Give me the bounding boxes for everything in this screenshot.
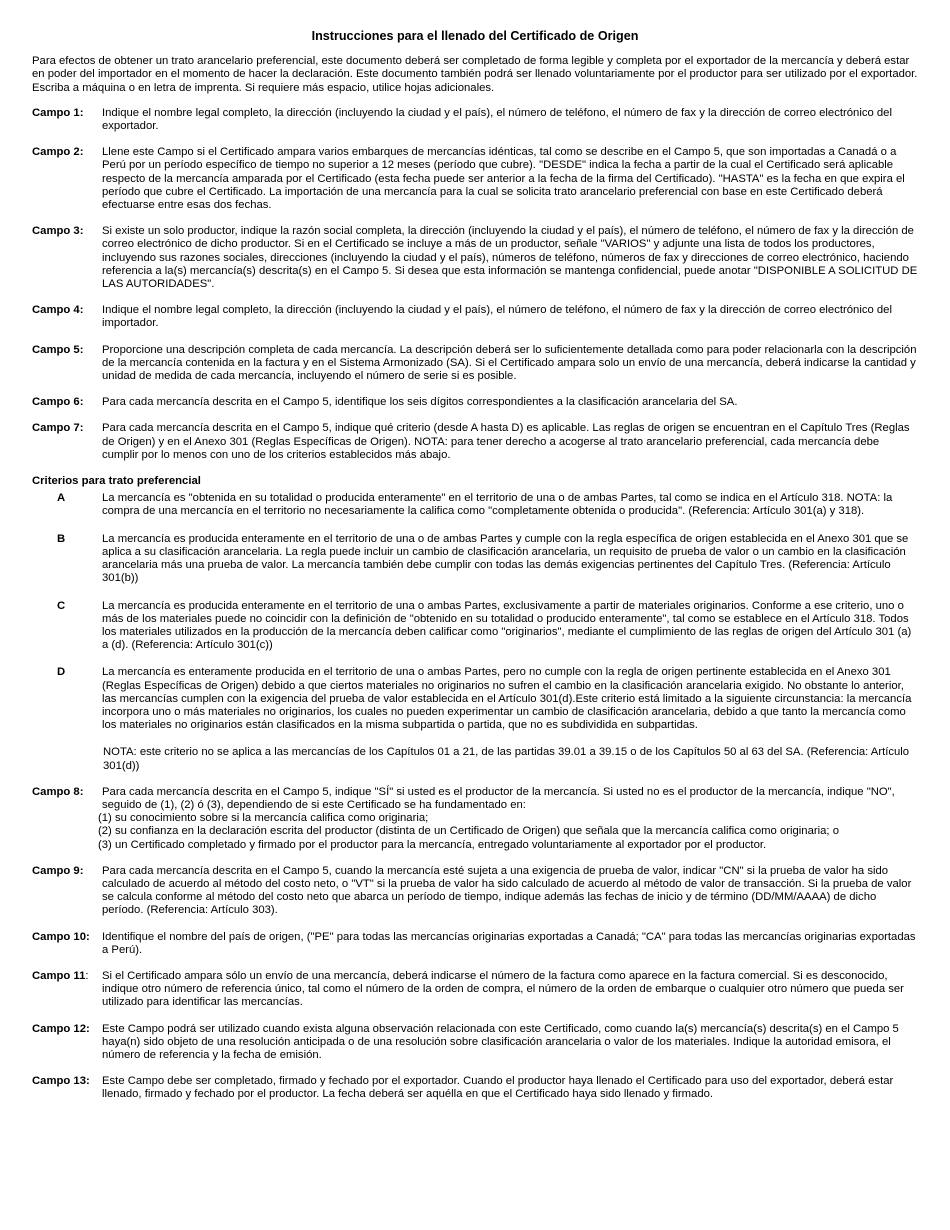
campo-12 — [32, 1023, 918, 1063]
campo-label: Campo 9: — [32, 864, 84, 877]
criterio-d — [32, 666, 918, 732]
campo-8 — [32, 786, 918, 852]
criterio-text: La mercancía es enteramente producida en el territorio de una o ambas Partes, pero no cumple con la regla de origen pertinente establecida en el Anexo 301 (Reglas Específicas de Origen) debido a que ciertos materiales no originarios no sufren el cambio en la clasificación arancelaria exigido. No obstante lo anterior, las mercancías cumplen con la exigencia del prueba de valor establecida en el Artículo 301(d).Este criterio está limitado a la siguiente circunstancia: la mercancía incorpora uno o más materiales no originarios, los cuales no pueden experimentar un cambio de clasificación arancelaria, debido a que tanto la mercancía como los materiales no originarios están clasificados en la misma subpartida o partida, que no es subdividida en subpartidas. — [102, 666, 912, 732]
campo-label: Campo 13: — [32, 1075, 90, 1088]
campo-label: Campo 12: — [32, 1022, 90, 1035]
campo-label: Campo 10: — [32, 930, 90, 943]
criterio-letter: B — [57, 532, 66, 545]
criterios-heading: Criterios para trato preferencial — [32, 475, 201, 488]
campo-text: Si el Certificado ampara sólo un envío de una mercancía, deberá indicarse el número de la factura como aparece en la factura comercial. Si es desconocido, indique otro número de referencia único, tal como el número de la orden de compra, el número de la orden de embarque o cualquier otro número que pueda ser utilizado para identificar las mercancías. — [102, 969, 904, 1009]
campo-label — [32, 970, 102, 1010]
criterio-a — [32, 492, 918, 518]
campo-7 — [32, 422, 918, 462]
criterio-letter: A — [57, 492, 66, 505]
campo-13 — [32, 1075, 918, 1101]
campo-6 — [32, 396, 918, 409]
campo-text: Indique el nombre legal completo, la dirección (incluyendo la ciudad y el país), el número de teléfono, el número de fax y la dirección de correo electrónico del importador. — [102, 304, 892, 330]
campo-9 — [32, 865, 918, 918]
criterio-c — [32, 600, 918, 653]
campo-1 — [32, 107, 918, 133]
campo-3 — [32, 225, 918, 291]
campo-label: Campo 2: — [32, 146, 84, 159]
criterio-letter: D — [57, 666, 66, 679]
criterio-d-note: NOTA: este criterio no se aplica a las mercancías de los Capítulos 01 a 21, de las partidas 39.01 a 39.15 o de los Capítulos 50 al 63 del SA. (Referencia: Artículo 301(d)) — [103, 746, 910, 772]
campo-text: Si existe un solo productor, indique la razón social completa, la dirección (incluyendo la ciudad y el país), el número de teléfono, el número de fax y la dirección de correo electrónico de dicho productor. Si en el Certificado se incluye a más de un productor, señale "VARIOS" y adjunte una lista de todos los productores, incluyendo sus razones sociales, direcciones (incluyendo la ciudad y el país), números de teléfono, números de fax y direcciones de correo electrónico, haciendo referencia a la(s) mercancía(s) descrita(s) en el Campo 5. Si desea que esta información se mantenga confidencial, puede anotar "DISPONIBLE A SOLICITUD DE LAS AUTORIDADES". — [102, 225, 918, 291]
campo-5 — [32, 344, 918, 384]
campo-label: Campo 5: — [32, 343, 84, 356]
campo-text: Para cada mercancía descrita en el Campo 5, cuando la mercancía esté sujeta a una exigencia de prueba de valor, indicar "CN" si la prueba de valor ha sido calculado de acuerdo al método del costo neto, o "VT" si la prueba de valor ha sido calculado de acuerdo al método de valor de transacción. Si la prueba de valor se calcula conforme al método del costo neto que abarca un período de tiempo, indique además las fechas de inicio y de término (DD/MM/AAAA) de dicho período. (Referencia: Artículo 303). — [102, 864, 912, 917]
campo-8-options — [98, 812, 918, 852]
campo-8-option-2: (2) su confianza en la declaración escrita del productor (distinta de un Certificado de Origen) que señala que la mercancía califica como originaria; o — [98, 825, 839, 838]
campo-11 — [32, 970, 918, 1010]
campo-label: Campo 1: — [32, 106, 84, 119]
campo-text: Este Campo debe ser completado, firmado y fechado por el exportador. Cuando el productor haya llenado el Certificado para uso del exportador, deberá estar llenado, firmado y fechado por el productor. La fecha deberá ser aquélla en que el Certificado haya sido llenado y firmado. — [102, 1075, 894, 1101]
campo-text: Proporcione una descripción completa de cada mercancía. La descripción deberá ser lo suficientemente detallada como para poder relacionarla con la descripción de la mercancía contenida en la factura y en el Sistema Armonizado (SA). Si el Certificado ampara solo un envío de una mercancía, deberá indicarse la cantidad y unidad de medida de cada mercancía, incluyendo el número de serie si es posible. — [102, 343, 917, 383]
campo-text: Este Campo podrá ser utilizado cuando exista alguna observación relacionada con este Certificado, como cuando la(s) mercancía(s) descrita(s) en el Campo 5 haya(n) sido objeto de una resolución anticipada o de una resolución sobre clasificación arancelaria o valor de los materiales. Indique la autoridad emisora, el número de referencia y la fecha de emisión. — [102, 1022, 899, 1061]
campo-10 — [32, 931, 918, 957]
campo-text: Identifique el nombre del país de origen, ("PE" para todas las mercancías originarias exportadas a Canadá; "CA" para todas las mercancías originarias exportadas a Perú). — [102, 930, 916, 956]
campo-text: Indique el nombre legal completo, la dirección (incluyendo la ciudad y el país), el número de teléfono, el número de fax y la dirección de correo electrónico del exportador. — [102, 106, 892, 133]
campo-text — [98, 785, 918, 852]
campo-label-text: Campo 11 — [32, 969, 86, 982]
campo-label: Campo 4: — [32, 304, 84, 317]
campo-text: Para cada mercancía descrita en el Campo 5, indique qué criterio (desde A hasta D) es aplicable. Las reglas de origen se encuentran en el Capítulo Tres (Reglas de Origen) y en el Anexo 301 (Reglas Específicas de Origen). NOTA: para tener derecho a acogerse al trato arancelario preferencial, cada mercancía debe cumplir por lo menos con uno de los criterios establecidos más abajo. — [102, 422, 910, 461]
criterio-text: La mercancía es producida enteramente en el territorio de una o ambas Partes, exclusivamente a partir de materiales originarios. Conforme a ese criterio, uno o más de los materiales puede no coincidir con la definición de "obtenido en su totalidad o producido enteramente", tal como se establece en el Artículo 318. Todos los materiales utilizados en la producción de la mercancía deben calificar como "originarios", mediante el cumplimiento de las reglas de origen del Artículo 301 (a) a (d). (Referencia: Artículo 301(c)) — [102, 599, 912, 652]
campo-label: Campo 6: — [32, 396, 84, 409]
campo-8-option-1: (1) su conocimiento sobre si la mercancía califica como originaria; — [98, 812, 429, 825]
criterio-b — [32, 533, 918, 586]
criterio-text: La mercancía es "obtenida en su totalidad o producida enteramente" en el territorio de una o de ambas Partes, tal como se indica en el Artículo 318. NOTA: la compra de una mercancía en el territorio no necesariamente la califica como "completamente obtenida o producida". (Referencia: Artículo 301(a) y 318). — [102, 492, 893, 518]
criterio-text: La mercancía es producida enteramente en el territorio de una o de ambas Partes y cumple con la regla específica de origen establecida en el Anexo 301 que se aplica a su clasificación arancelaria. La regla puede incluir un cambio de clasificación arancelaria, un requisito de prueba de valor o un cambio en la clasificación arancelaria más una prueba de valor. La mercancía también debe cumplir con todas las demás exigencias pertinentes del Capítulo Tres. (Referencia: Artículo 301(b)) — [102, 532, 909, 585]
campo-8-option-3: (3) un Certificado completado y firmado por el productor para la mercancía, entregado voluntariamente al exportador por el productor. — [98, 838, 767, 851]
criterio-letter: C — [57, 599, 66, 612]
campo-text: Llene este Campo si el Certificado ampara varios embarques de mercancías idénticas, tal como se describe en el Campo 5, que son importadas a Canadá o a Perú por un período específico de tiempo no superior a 12 meses (período que cubre). "DESDE" indica la fecha a partir de la cual el Certificado será aplicable respecto de la mercancía amparada por el Certificado (esta fecha puede ser anterior a la fecha de la firma del Certificado). "HASTA" es la fecha en que expira el período que cubre el Certificado. La importación de una mercancía para la cual se solicita trato arancelario preferencial con base en este Certificado deberá efectuarse entre esas dos fechas. — [102, 146, 905, 212]
campo-label: Campo 3: — [32, 225, 84, 238]
campo-4 — [32, 304, 918, 330]
campo-8-intro: Para cada mercancía descrita en el Campo 5, indique "SÍ" si usted es el productor de la mercancía. Si usted no es el productor de la mercancía, indique "NO", seguido de (1), (2) ó (3), dependiendo de si este Certificado se ha fundamentado en: — [102, 785, 895, 811]
campo-label-colon: : — [85, 969, 89, 982]
campo-label: Campo 7: — [32, 422, 84, 435]
page-title: Instrucciones para el llenado del Certificado de Origen — [311, 29, 639, 43]
campo-2 — [32, 146, 918, 212]
campo-text: Para cada mercancía descrita en el Campo 5, identifique los seis dígitos correspondientes a la clasificación arancelaria del SA. — [102, 396, 738, 409]
campo-label: Campo 8: — [32, 785, 84, 798]
intro-paragraph: Para efectos de obtener un trato arancelario preferencial, este documento deberá ser completado de forma legible y completa por el exportador de la mercancía y deberá estar en poder del importador en el momento de hacer la declaración. Este documento también podrá ser llenado voluntariamente por el productor para ser utilizado por el exportador. Escriba a máquina o en letra de imprenta. Si requiere más espacio, utilice hojas adicionales. — [32, 55, 918, 94]
